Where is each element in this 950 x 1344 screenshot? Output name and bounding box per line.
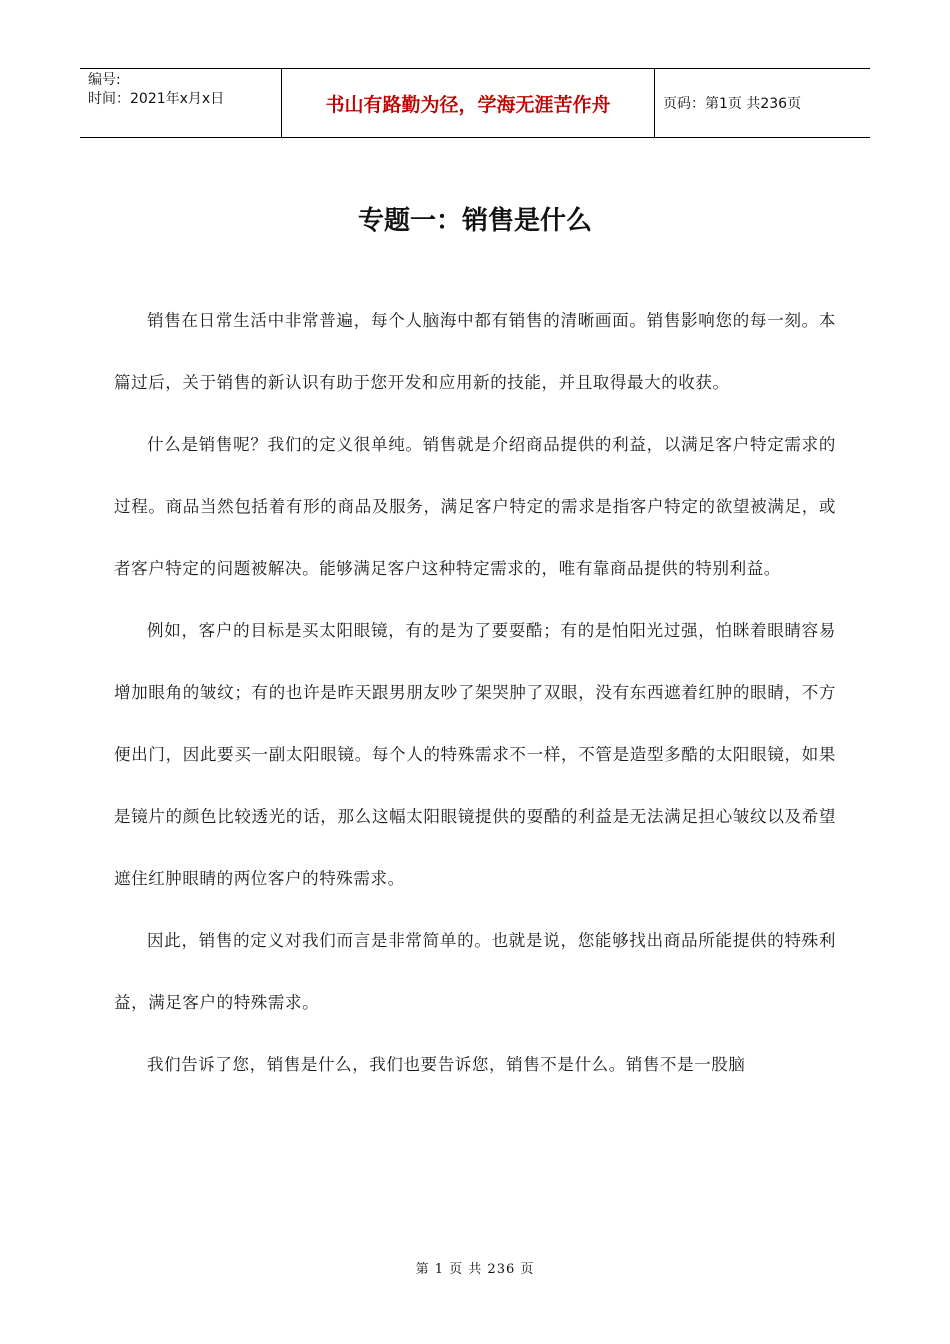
header-divider xyxy=(654,69,655,137)
header-motto: 书山有路勤为径，学海无涯苦作舟 xyxy=(325,93,611,116)
paragraph: 销售在日常生活中非常普遍，每个人脑海中都有销售的清晰画面。销售影响您的每一刻。本篇过后，关于销售的新认识有助于您开发和应用新的技能，并且取得最大的收获。 xyxy=(114,311,836,392)
paragraph: 例如，客户的目标是买太阳眼镜，有的是为了要耍酷；有的是怕阳光过强，怕眯着眼睛容易增加眼角的皱纹；有的也许是昨天跟男朋友吵了架哭肿了双眼，没有东西遮着红肿的眼睛，不方便出门，因此要买一副太阳眼镜。每个人的特殊需求不一样，不管是造型多酷的太阳眼镜，如果是镜片的颜色比较透光的话，那么这幅太阳眼镜提供的耍酷的利益是无法满足担心皱纹以及希望遮住红肿眼睛的两位客户的特殊需求。 xyxy=(114,621,836,888)
code-label: 编号: xyxy=(88,72,121,88)
document-header xyxy=(80,68,870,138)
page-footer: 第 1 页 共 236 页 xyxy=(415,1262,535,1277)
paragraph: 我们告诉了您，销售是什么，我们也要告诉您，销售不是什么。销售不是一股脑 xyxy=(147,1055,746,1074)
paragraph: 因此，销售的定义对我们而言是非常简单的。也就是说，您能够找出商品所能提供的特殊利益，满足客户的特殊需求。 xyxy=(114,931,836,1012)
header-page-info: 页码：第1页 共236页 xyxy=(663,96,802,112)
document-body xyxy=(114,290,836,1096)
date-label: 时间：2021年x月x日 xyxy=(88,91,225,107)
paragraph: 什么是销售呢？我们的定义很单纯。销售就是介绍商品提供的利益，以满足客户特定需求的过程。商品当然包括着有形的商品及服务，满足客户特定的需求是指客户特定的欲望被满足，或者客户特定的问题被解决。能够满足客户这种特定需求的，唯有靠商品提供的特别利益。 xyxy=(114,435,836,578)
header-meta xyxy=(88,71,278,109)
page-title: 专题一：销售是什么 xyxy=(357,206,592,236)
